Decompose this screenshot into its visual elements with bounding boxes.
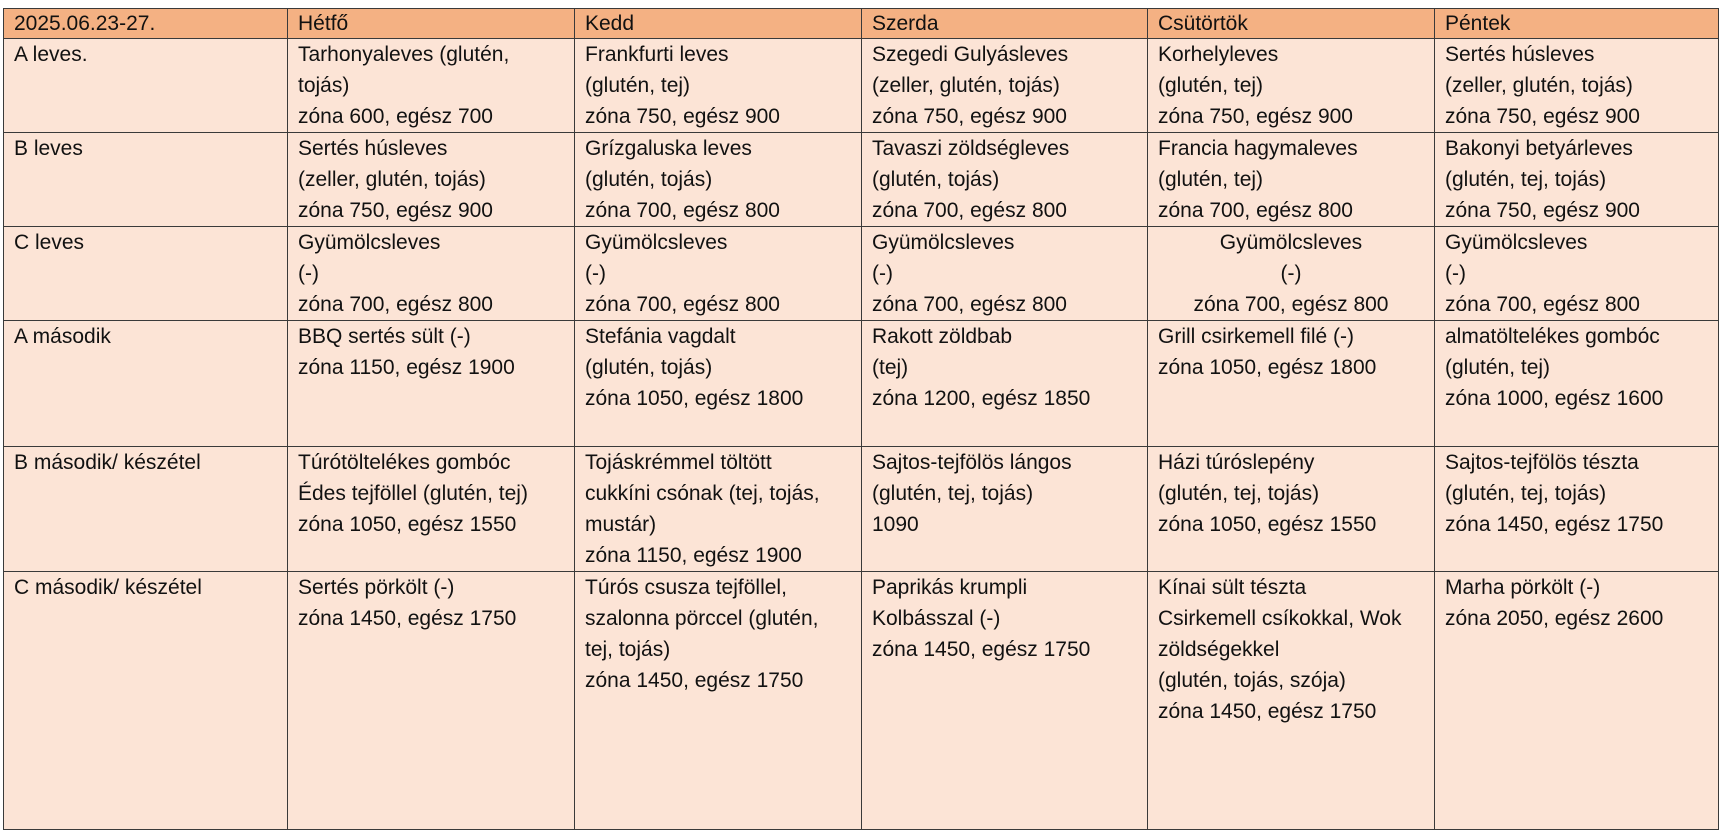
- cell-line: Paprikás krumpli: [872, 576, 1028, 599]
- row-label: A második: [4, 321, 288, 447]
- cell-line: Tojáskrémmel töltött: [585, 451, 772, 474]
- cell-line: almatöltelékes gombóc: [1445, 325, 1660, 348]
- menu-cell: [575, 447, 862, 572]
- menu-cell: [1148, 321, 1435, 447]
- day-header-friday: Péntek: [1435, 9, 1719, 39]
- cell-line: (zeller, glutén, tojás): [872, 74, 1060, 97]
- cell-line: (glutén, tej, tojás): [1158, 482, 1320, 505]
- cell-line: zóna 700, egész 800: [1193, 293, 1389, 316]
- cell-line: Gyümölcsleves: [872, 231, 1015, 254]
- cell-line: (-): [872, 262, 893, 285]
- cell-line: (glutén, tej, tojás): [1445, 168, 1607, 191]
- cell-line: zóna 750, egész 900: [585, 105, 780, 128]
- cell-line: tej, tojás): [585, 638, 671, 661]
- table-row: [4, 321, 1719, 447]
- cell-line: zóna 1000, egész 1600: [1445, 387, 1664, 410]
- header-row: [4, 9, 1719, 39]
- cell-line: zóna 1450, egész 1750: [1158, 700, 1377, 723]
- cell-line: BBQ sertés sült (-): [298, 325, 471, 348]
- cell-line: zóna 1050, egész 1550: [1158, 513, 1377, 536]
- cell-line: zöldségekkel: [1158, 638, 1280, 661]
- menu-cell: [288, 227, 575, 321]
- row-label: C leves: [4, 227, 288, 321]
- menu-cell: [1148, 447, 1435, 572]
- menu-cell: [288, 39, 575, 133]
- cell-line: zóna 1150, egész 1900: [298, 356, 515, 379]
- cell-line: Túrótöltelékes gombóc: [298, 451, 511, 474]
- cell-line: zóna 1450, egész 1750: [872, 638, 1091, 661]
- cell-line: mustár): [585, 513, 657, 536]
- day-header-wednesday: Szerda: [862, 9, 1148, 39]
- cell-line: zóna 750, egész 900: [298, 199, 493, 222]
- cell-line: (glutén, tojás): [872, 168, 1000, 191]
- cell-line: zóna 700, egész 800: [872, 293, 1067, 316]
- menu-cell: [862, 572, 1148, 830]
- cell-line: Korhelyleves: [1158, 43, 1279, 66]
- menu-cell: [575, 321, 862, 447]
- table-row: [4, 39, 1719, 133]
- row-label: A leves.: [4, 39, 288, 133]
- row-label: B leves: [4, 133, 288, 227]
- menu-cell: [575, 39, 862, 133]
- menu-cell: [1435, 39, 1719, 133]
- cell-line: Gyümölcsleves: [585, 231, 728, 254]
- cell-line: Sertés pörkölt (-): [298, 576, 455, 599]
- cell-line: (-): [298, 262, 319, 285]
- cell-line: zóna 750, egész 900: [1445, 199, 1640, 222]
- cell-line: (glutén, tej): [1158, 168, 1264, 191]
- cell-line: (zeller, glutén, tojás): [1445, 74, 1633, 97]
- cell-line: Szegedi Gulyásleves: [872, 43, 1069, 66]
- menu-cell: [575, 572, 862, 830]
- cell-line: zóna 700, egész 800: [872, 199, 1067, 222]
- menu-cell: [575, 227, 862, 321]
- cell-line: Túrós csusza tejföllel,: [585, 576, 787, 599]
- menu-cell: [862, 321, 1148, 447]
- cell-line: Gyümölcsleves: [1219, 231, 1363, 254]
- cell-line: cukkíni csónak (tej, tojás,: [585, 482, 820, 505]
- cell-line: (zeller, glutén, tojás): [298, 168, 486, 191]
- cell-line: Tavaszi zöldségleves: [872, 137, 1070, 160]
- menu-cell: [575, 133, 862, 227]
- date-range-header: 2025.06.23-27.: [4, 9, 288, 39]
- menu-cell: [862, 133, 1148, 227]
- menu-cell: [1148, 572, 1435, 830]
- cell-line: (glutén, tojás): [585, 168, 713, 191]
- cell-line: (glutén, tej): [1158, 74, 1264, 97]
- day-header-thursday: Csütörtök: [1148, 9, 1435, 39]
- cell-line: zóna 1050, egész 1800: [1158, 356, 1377, 379]
- cell-line: Gyümölcsleves: [298, 231, 441, 254]
- cell-line: zóna 600, egész 700: [298, 105, 493, 128]
- menu-cell: [1435, 227, 1719, 321]
- cell-line: zóna 750, egész 900: [1158, 105, 1353, 128]
- cell-line: Grízgaluska leves: [585, 137, 752, 160]
- cell-line: (glutén, tojás, szója): [1158, 669, 1346, 692]
- cell-line: Marha pörkölt (-): [1445, 576, 1601, 599]
- menu-cell: [288, 572, 575, 830]
- cell-line: Sajtos-tejfölös lángos: [872, 451, 1072, 474]
- menu-cell: [288, 133, 575, 227]
- cell-line: 1090: [872, 513, 919, 536]
- cell-line: Sajtos-tejfölös tészta: [1445, 451, 1639, 474]
- cell-line: Csirkemell csíkokkal, Wok: [1158, 607, 1402, 630]
- cell-line: zóna 750, egész 900: [1445, 105, 1640, 128]
- menu-cell: [862, 447, 1148, 572]
- cell-line: Gyümölcsleves: [1445, 231, 1588, 254]
- cell-line: tojás): [298, 74, 350, 97]
- cell-line: (-): [1445, 262, 1466, 285]
- cell-line: zóna 1200, egész 1850: [872, 387, 1091, 410]
- cell-line: zóna 700, egész 800: [1445, 293, 1640, 316]
- cell-line: Rakott zöldbab: [872, 325, 1013, 348]
- cell-line: zóna 700, egész 800: [298, 293, 493, 316]
- table-row: [4, 572, 1719, 830]
- table-row: [4, 227, 1719, 321]
- menu-cell: [862, 227, 1148, 321]
- cell-line: zóna 1050, egész 1550: [298, 513, 517, 536]
- menu-cell: [1435, 133, 1719, 227]
- cell-line: zóna 1450, egész 1750: [1445, 513, 1664, 536]
- cell-line: Sertés húsleves: [298, 137, 448, 160]
- menu-cell: [288, 447, 575, 572]
- cell-line: (glutén, tej): [1445, 356, 1551, 379]
- cell-line: Stefánia vagdalt: [585, 325, 736, 348]
- cell-line: Grill csirkemell filé (-): [1158, 325, 1354, 348]
- cell-line: (tej): [872, 356, 909, 379]
- menu-cell: [862, 39, 1148, 133]
- table-row: [4, 447, 1719, 572]
- cell-line: szalonna pörccel (glutén,: [585, 607, 819, 630]
- cell-line: Bakonyi betyárleves: [1445, 137, 1633, 160]
- cell-line: (glutén, tojás): [585, 356, 713, 379]
- cell-line: Kínai sült tészta: [1158, 576, 1307, 599]
- cell-line: Frankfurti leves: [585, 43, 729, 66]
- cell-line: zóna 1050, egész 1800: [585, 387, 804, 410]
- menu-cell: [1435, 447, 1719, 572]
- row-label: B második/ készétel: [4, 447, 288, 572]
- menu-cell: [1435, 321, 1719, 447]
- cell-line: zóna 750, egész 900: [872, 105, 1067, 128]
- cell-line: zóna 1450, egész 1750: [585, 669, 804, 692]
- cell-line: Sertés húsleves: [1445, 43, 1595, 66]
- cell-line: (glutén, tej): [585, 74, 691, 97]
- cell-line: zóna 1450, egész 1750: [298, 607, 517, 630]
- cell-line: Tarhonyaleves (glutén,: [298, 43, 510, 66]
- cell-line: (-): [585, 262, 606, 285]
- cell-line: (glutén, tej, tojás): [1445, 482, 1607, 505]
- menu-table: [3, 8, 1719, 830]
- cell-line: zóna 700, egész 800: [585, 293, 780, 316]
- cell-line: zóna 2050, egész 2600: [1445, 607, 1664, 630]
- day-header-monday: Hétfő: [288, 9, 575, 39]
- menu-cell: [288, 321, 575, 447]
- cell-line: Francia hagymaleves: [1158, 137, 1358, 160]
- cell-line: Édes tejföllel (glutén, tej): [298, 482, 528, 505]
- day-header-tuesday: Kedd: [575, 9, 862, 39]
- cell-line: zóna 1150, egész 1900: [585, 544, 802, 567]
- menu-cell: [1148, 133, 1435, 227]
- cell-line: Házi túróslepény: [1158, 451, 1315, 474]
- menu-cell: [1148, 227, 1435, 321]
- cell-line: zóna 700, egész 800: [1158, 199, 1353, 222]
- row-label: C második/ készétel: [4, 572, 288, 830]
- cell-line: Kolbásszal (-): [872, 607, 1001, 630]
- menu-cell: [1435, 572, 1719, 830]
- cell-line: (-): [1280, 262, 1302, 285]
- cell-line: (glutén, tej, tojás): [872, 482, 1034, 505]
- cell-line: zóna 700, egész 800: [585, 199, 780, 222]
- menu-cell: [1148, 39, 1435, 133]
- table-row: [4, 133, 1719, 227]
